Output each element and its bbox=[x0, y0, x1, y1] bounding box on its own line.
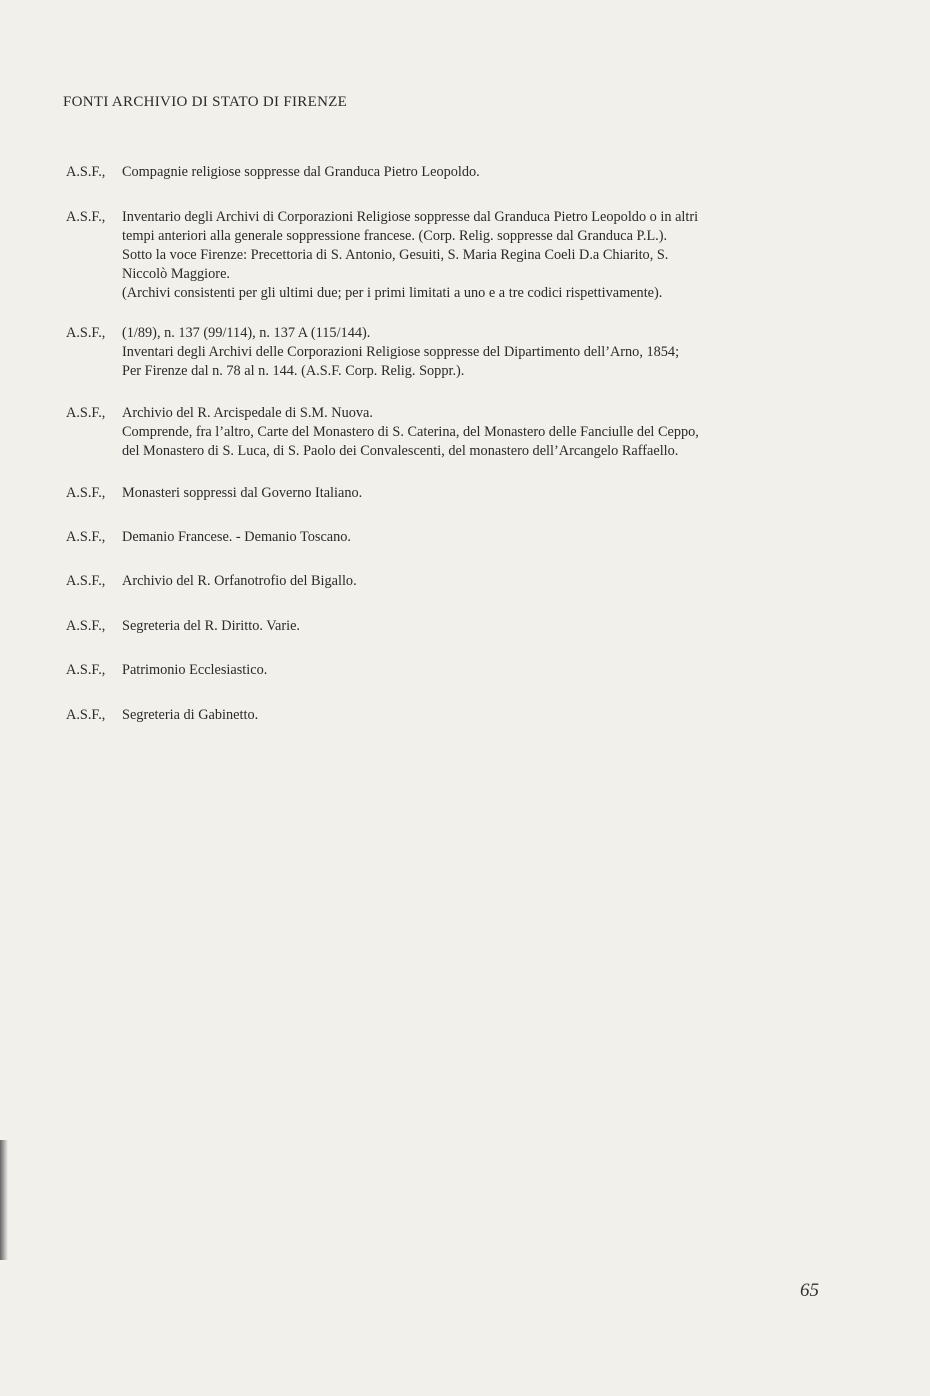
entry-line: Archivio del R. Arcispedale di S.M. Nuova. bbox=[122, 405, 373, 421]
entry-line: Segreteria del R. Diritto. Varie. bbox=[122, 618, 300, 634]
entry-1 bbox=[66, 163, 826, 182]
entry-8 bbox=[66, 617, 826, 636]
entry-2 bbox=[66, 208, 826, 303]
entry-line: Compagnie religiose soppresse dal Granduca Pietro Leopoldo. bbox=[122, 164, 480, 180]
entry-10 bbox=[66, 706, 826, 725]
entry-line: Archivio del R. Orfanotrofio del Bigallo. bbox=[122, 573, 357, 589]
entry-body bbox=[122, 324, 826, 381]
entry-tag: A.S.F., bbox=[66, 618, 106, 634]
entry-line: (1/89), n. 137 (99/114), n. 137 A (115/144). bbox=[122, 325, 371, 341]
entry-body bbox=[122, 528, 826, 547]
entry-line: Patrimonio Ecclesiastico. bbox=[122, 662, 268, 678]
entry-tag: A.S.F., bbox=[66, 707, 106, 723]
entry-tag: A.S.F., bbox=[66, 573, 106, 589]
entry-line: Niccolò Maggiore. bbox=[122, 266, 230, 282]
page-heading: FONTI ARCHIVIO DI STATO DI FIRENZE bbox=[63, 94, 348, 110]
entry-3 bbox=[66, 324, 826, 381]
entry-body bbox=[122, 706, 826, 725]
entry-4 bbox=[66, 404, 826, 461]
entry-5 bbox=[66, 484, 826, 503]
entry-line: Segreteria di Gabinetto. bbox=[122, 707, 259, 723]
page-number: 65 bbox=[800, 1280, 819, 1301]
entry-tag: A.S.F., bbox=[66, 662, 106, 678]
entry-line: tempi anteriori alla generale soppressione francese. (Corp. Relig. soppresse dal Granduca P.L.). bbox=[122, 228, 668, 244]
entry-7 bbox=[66, 572, 826, 591]
entry-tag: A.S.F., bbox=[66, 529, 106, 545]
entry-body bbox=[122, 208, 826, 303]
entry-body bbox=[122, 617, 826, 636]
entry-tag: A.S.F., bbox=[66, 164, 106, 180]
entry-tag: A.S.F., bbox=[66, 485, 106, 501]
entry-tag: A.S.F., bbox=[66, 209, 106, 225]
binding-shadow bbox=[0, 1140, 8, 1260]
entry-body bbox=[122, 572, 826, 591]
entry-line: Inventario degli Archivi di Corporazioni Religiose soppresse dal Granduca Pietro Leopoldo o in altri bbox=[122, 209, 699, 225]
entry-6 bbox=[66, 528, 826, 547]
entry-line: Sotto la voce Firenze: Precettoria di S. Antonio, Gesuiti, S. Maria Regina Coeli D.a Chiarito, S. bbox=[122, 247, 669, 263]
entry-line: del Monastero di S. Luca, di S. Paolo dei Convalescenti, del monastero dell’Arcangelo Raffaello. bbox=[122, 443, 679, 459]
entry-line: Comprende, fra l’altro, Carte del Monastero di S. Caterina, del Monastero delle Fanciulle del Ceppo, bbox=[122, 424, 699, 440]
entry-9 bbox=[66, 661, 826, 680]
entry-tag: A.S.F., bbox=[66, 325, 106, 341]
entry-body bbox=[122, 163, 826, 182]
entry-line: Monasteri soppressi dal Governo Italiano. bbox=[122, 485, 363, 501]
entry-tag: A.S.F., bbox=[66, 405, 106, 421]
entry-body bbox=[122, 661, 826, 680]
entry-line: Per Firenze dal n. 78 al n. 144. (A.S.F. Corp. Relig. Soppr.). bbox=[122, 363, 465, 379]
entry-line: Demanio Francese. - Demanio Toscano. bbox=[122, 529, 352, 545]
entry-line: (Archivi consistenti per gli ultimi due; per i primi limitati a uno e a tre codici rispettivamente). bbox=[122, 285, 663, 301]
entry-line: Inventari degli Archivi delle Corporazioni Religiose soppresse del Dipartimento dell’Arno, 1854; bbox=[122, 344, 680, 360]
entry-body bbox=[122, 484, 826, 503]
entry-body bbox=[122, 404, 826, 461]
